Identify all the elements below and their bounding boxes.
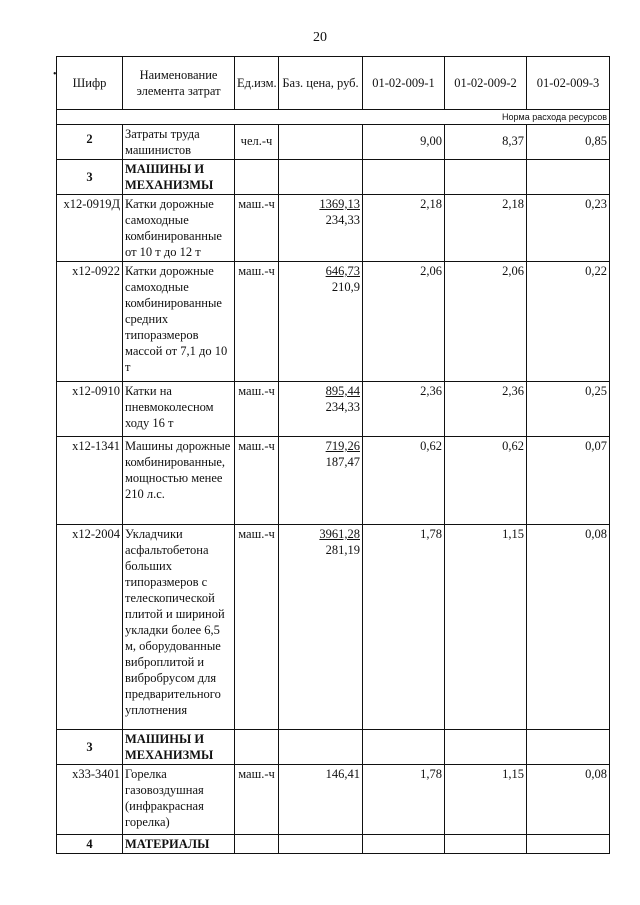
- header-c2: 01-02-009-2: [445, 57, 527, 110]
- price-base: 234,33: [325, 400, 360, 414]
- row-name: Горелка газовоздушная (инфракрасная горелка): [123, 765, 235, 835]
- row-name: Катки дорожные самоходные комбинированные от 10 т до 12 т: [123, 195, 235, 262]
- price-current: 719,26: [325, 439, 360, 453]
- header-c1: 01-02-009-1: [363, 57, 445, 110]
- row-value-1: 9,00: [363, 125, 445, 160]
- table-row: [57, 765, 610, 835]
- row-value-1: 2,36: [363, 382, 445, 437]
- header-price: Баз. цена, руб.: [279, 57, 363, 110]
- section-code: 3: [57, 730, 123, 765]
- row-unit: маш.-ч: [235, 437, 279, 525]
- row-name: Машины дорожные комбинированные, мощностью менее 210 л.с.: [123, 437, 235, 525]
- row-value-2: 0,62: [445, 437, 527, 525]
- row-value-2: 1,15: [445, 525, 527, 730]
- row-value-2: 1,15: [445, 765, 527, 835]
- table-row: [57, 195, 610, 262]
- table-row: [57, 125, 610, 160]
- header-c3: 01-02-009-3: [527, 57, 610, 110]
- row-code: х12-2004: [57, 525, 123, 730]
- table-row: [57, 437, 610, 525]
- row-code: х12-0922: [57, 262, 123, 382]
- price-current: 3961,28: [319, 527, 360, 541]
- header-row: [57, 57, 610, 110]
- row-name: Укладчики асфальтобетона больших типоразмеров с телескопической плитой и шириной укладки более 6,5 м, оборудованные виброплитой и вибробрусом для предварительного уплотнения: [123, 525, 235, 730]
- price-current: 1369,13: [319, 197, 360, 211]
- row-unit: маш.-ч: [235, 765, 279, 835]
- row-value-1: 1,78: [363, 525, 445, 730]
- section-title: МАШИНЫ И МЕХАНИЗМЫ: [123, 160, 235, 195]
- row-value-1: 2,06: [363, 262, 445, 382]
- row-unit: маш.-ч: [235, 195, 279, 262]
- row-value-3: 0,08: [527, 765, 610, 835]
- price-base: 210,9: [331, 280, 360, 294]
- row-value-2: 2,06: [445, 262, 527, 382]
- row-value-3: 0,25: [527, 382, 610, 437]
- section-row: [57, 835, 610, 854]
- row-code: х33-3401: [57, 765, 123, 835]
- row-value-2: 2,36: [445, 382, 527, 437]
- row-value-2: 8,37: [445, 125, 527, 160]
- header-name: Наименование элемента затрат: [123, 57, 235, 110]
- row-price: 146,41: [279, 765, 363, 835]
- row-price: [279, 125, 363, 160]
- section-code: 4: [57, 835, 123, 854]
- row-unit: чел.-ч: [235, 125, 279, 160]
- price-base: 281,19: [325, 543, 360, 557]
- row-unit: маш.-ч: [235, 525, 279, 730]
- row-code: х12-0919Д: [57, 195, 123, 262]
- header-code: Шифр: [57, 57, 123, 110]
- resource-table: [56, 56, 610, 854]
- row-value-3: 0,85: [527, 125, 610, 160]
- row-code: х12-0910: [57, 382, 123, 437]
- table-row: [57, 382, 610, 437]
- norma-label: Норма расхода ресурсов: [57, 110, 610, 125]
- section-title: МАШИНЫ И МЕХАНИЗМЫ: [123, 730, 235, 765]
- price-current: 646,73: [325, 264, 360, 278]
- row-value-1: 0,62: [363, 437, 445, 525]
- row-unit: маш.-ч: [235, 382, 279, 437]
- table-row: [57, 525, 610, 730]
- row-value-3: 0,22: [527, 262, 610, 382]
- row-name: Катки дорожные самоходные комбинированные средних типоразмеров массой от 7,1 до 10 т: [123, 262, 235, 382]
- section-code: 3: [57, 160, 123, 195]
- row-code: 2: [57, 125, 123, 160]
- header-unit: Ед.изм.: [235, 57, 279, 110]
- table-row: [57, 262, 610, 382]
- row-value-3: 0,07: [527, 437, 610, 525]
- row-value-3: 0,23: [527, 195, 610, 262]
- price-base: 187,47: [325, 455, 360, 469]
- row-unit: маш.-ч: [235, 262, 279, 382]
- price-base: 234,33: [325, 213, 360, 227]
- row-value-2: 2,18: [445, 195, 527, 262]
- row-name: Катки на пневмоколесном ходу 16 т: [123, 382, 235, 437]
- section-row: [57, 160, 610, 195]
- section-row: [57, 730, 610, 765]
- price-current: 895,44: [325, 384, 360, 398]
- row-value-1: 1,78: [363, 765, 445, 835]
- norma-row: [57, 110, 610, 125]
- margin-bullet: •: [53, 69, 57, 80]
- page-number: 20: [313, 30, 327, 45]
- row-name: Затраты труда машинистов: [123, 125, 235, 160]
- row-code: х12-1341: [57, 437, 123, 525]
- row-value-3: 0,08: [527, 525, 610, 730]
- section-title: МАТЕРИАЛЫ: [123, 835, 235, 854]
- row-value-1: 2,18: [363, 195, 445, 262]
